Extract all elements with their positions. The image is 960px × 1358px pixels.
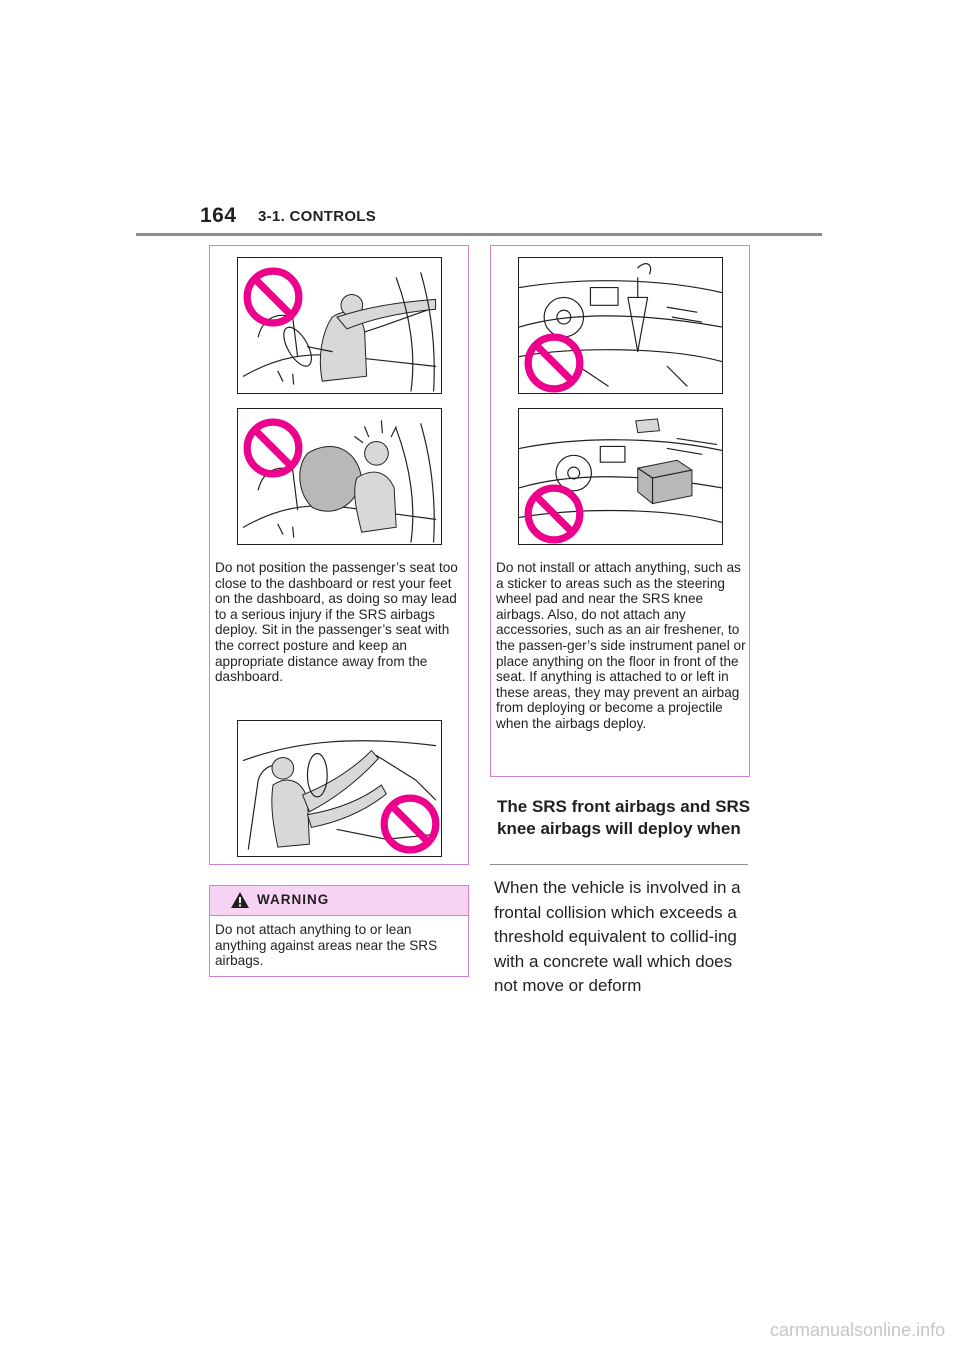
warning-triangle-icon: [230, 891, 250, 909]
illustration-feet-on-dashboard: [237, 720, 442, 857]
prohibition-icon: [242, 417, 304, 479]
warning-box: [209, 885, 469, 977]
prohibition-icon: [523, 483, 585, 545]
warning-header: [210, 886, 468, 916]
prohibition-icon: [242, 266, 304, 328]
subheading-airbag-deploy: The SRS front airbags and SRS knee airbags will deploy when: [497, 797, 751, 838]
body-paragraph: When the vehicle is involved in a frontal collision which exceeds a threshold equivalent to collid-ing with a concrete wall which does not move or deform: [494, 878, 741, 995]
watermark: carmanualsonline.info: [770, 1320, 946, 1340]
header-rule: [136, 233, 822, 236]
prohibition-icon: [379, 793, 441, 855]
caution-text-left: Do not position the passenger’s seat too close to the dashboard or rest your feet on the dashboard, as doing so may lead to a serious injury if the SRS airbags deploy. Sit in the passenger’s seat with the correct posture and keep an appropriate distance away from the dashboard.: [215, 560, 458, 685]
prohibition-icon: [523, 332, 585, 394]
caution-box-right: [490, 245, 750, 777]
illustration-airbag-deploy-too-close: [237, 408, 442, 545]
caution-text-right: Do not install or attach anything, such as a sticker to areas such as the steering wheel pad and near the SRS knee airbags. Also, do not attach any accessories, such as an air freshener, to the passen-ger’s side instrument panel or place anything on the floor in front of the seat. If anything is attached to or left in these areas, they may prevent an airbag from deploying or become a projectile when the airbags deploy.: [496, 560, 746, 731]
illustration-box-on-floor: [518, 408, 723, 545]
page-number: 164: [200, 204, 237, 227]
illustration-umbrella-in-cabin: [518, 257, 723, 394]
warning-text: Do not attach anything to or lean anything against areas near the SRS airbags.: [215, 922, 438, 969]
warning-title: WARNING: [257, 892, 330, 907]
section-title: 3-1. CONTROLS: [258, 208, 377, 225]
subheading-rule: [490, 864, 748, 865]
caution-box-left: [209, 245, 469, 865]
illustration-passenger-too-close: [237, 257, 442, 394]
